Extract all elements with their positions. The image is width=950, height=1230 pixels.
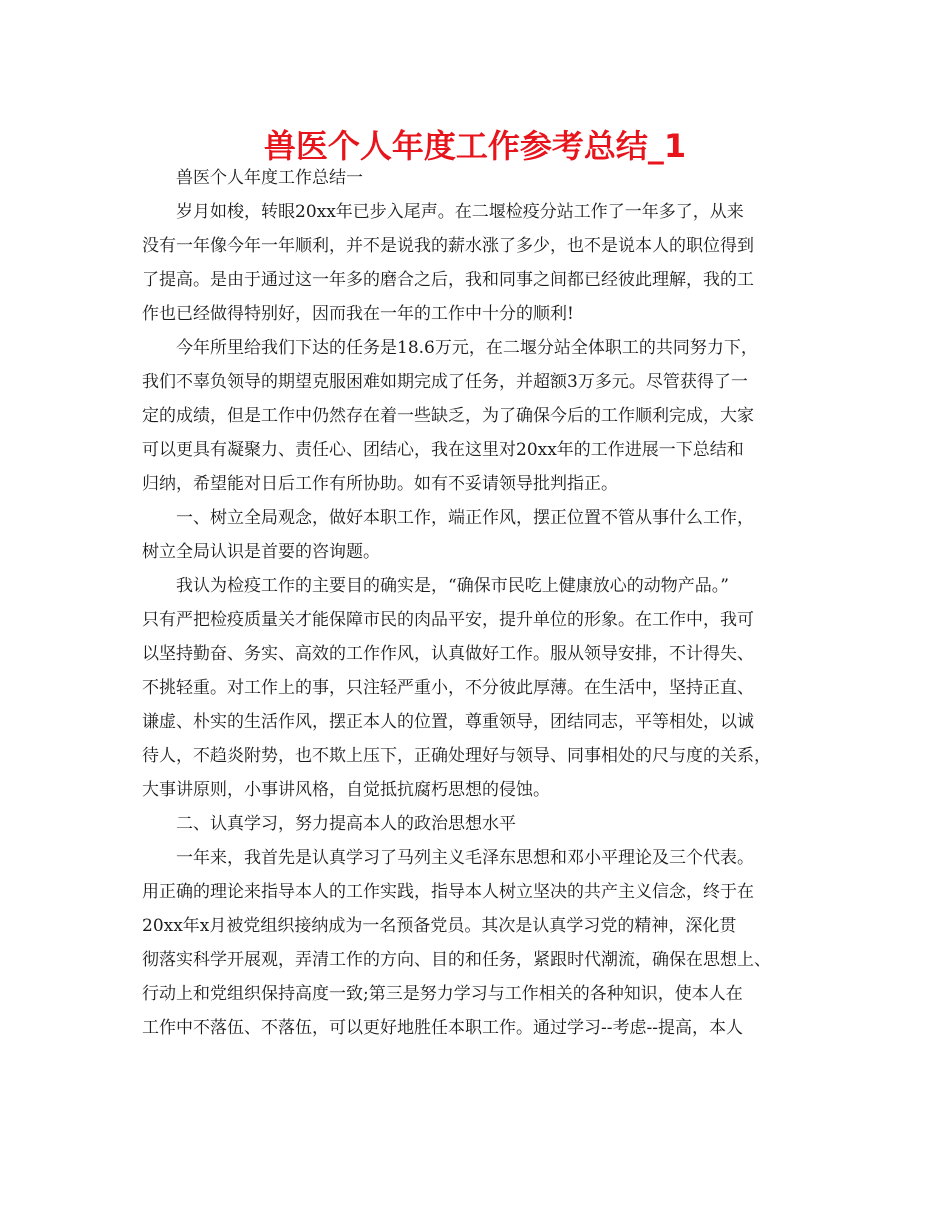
text-line: 了提高。是由于通过这一年多的磨合之后，我和同事之间都已经彼此理解，我的工 bbox=[142, 270, 754, 290]
text-line: 彻落实科学开展观，弄清工作的方向、目的和任务，紧跟时代潮流，确保在思想上、 bbox=[142, 950, 771, 970]
text-line: 二、认真学习，努力提高本人的政治思想水平 bbox=[176, 814, 516, 834]
text-line: 归纳，希望能对日后工作有所协助。如有不妥请领导批判指正。 bbox=[142, 474, 618, 494]
text-line: 兽医个人年度工作总结一 bbox=[176, 168, 363, 188]
text-line: 不挑轻重。对工作上的事，只注轻严重小，不分彼此厚薄。在生活中，坚持正直、 bbox=[142, 678, 754, 698]
text-line: 工作中不落伍、不落伍，可以更好地胜任本职工作。通过学习--考虑--提高，本人 bbox=[142, 1018, 743, 1038]
text-line: 树立全局认识是首要的咨询题。 bbox=[142, 542, 380, 562]
text-line: 待人，不趋炎附势，也不欺上压下，正确处理好与领导、同事相处的尺与度的关系， bbox=[142, 746, 771, 766]
text-line: 只有严把检疫质量关才能保障市民的肉品平安，提升单位的形象。在工作中，我可 bbox=[142, 610, 754, 630]
text-line: 用正确的理论来指导本人的工作实践，指导本人树立坚决的共产主义信念，终于在 bbox=[142, 882, 754, 902]
document-body bbox=[142, 161, 832, 1045]
text-line: 行动上和党组织保持高度一致;第三是努力学习与工作相关的各种知识，使本人在 bbox=[142, 984, 743, 1004]
text-line: 以坚持勤奋、务实、高效的工作作风，认真做好工作。服从领导安排，不计得失、 bbox=[142, 644, 754, 664]
text-line: 大事讲原则，小事讲风格，自觉抵抗腐朽思想的侵蚀。 bbox=[142, 780, 550, 800]
text-line: 一、树立全局观念，做好本职工作，端正作风，摆正位置不管从事什么工作， bbox=[176, 508, 754, 528]
text-line: 没有一年像今年一年顺利，并不是说我的薪水涨了多少，也不是说本人的职位得到 bbox=[142, 236, 754, 256]
text-line: 谦虚、朴实的生活作风，摆正本人的位置，尊重领导，团结同志，平等相处，以诚 bbox=[142, 712, 754, 732]
text-line: 一年来，我首先是认真学习了马列主义毛泽东思想和邓小平理论及三个代表。 bbox=[176, 848, 754, 868]
text-line: 作也已经做得特别好，因而我在一年的工作中十分的顺利! bbox=[142, 304, 574, 324]
text-line: 今年所里给我们下达的任务是18.6万元，在二堰分站全体职工的共同努力下， bbox=[176, 338, 758, 358]
text-line: 20xx年x月被党组织接纳成为一名预备党员。其次是认真学习党的精神，深化贯 bbox=[142, 916, 737, 936]
text-line: 我们不辜负领导的期望克服困难如期完成了任务，并超额3万多元。尽管获得了一 bbox=[142, 372, 748, 392]
text-line: 定的成绩，但是工作中仍然存在着一些缺乏，为了确保今后的工作顺利完成，大家 bbox=[142, 406, 754, 426]
text-line: 我认为检疫工作的主要目的确实是，“确保市民吃上健康放心的动物产品。” bbox=[176, 576, 729, 596]
text-line: 岁月如梭，转眼20xx年已步入尾声。在二堰检疫分站工作了一年多了，从来 bbox=[176, 202, 744, 222]
text-line: 可以更具有凝聚力、责任心、团结心，我在这里对20xx年的工作进展一下总结和 bbox=[142, 440, 744, 460]
document-title: 兽医个人年度工作参考总结_1 bbox=[263, 127, 687, 165]
